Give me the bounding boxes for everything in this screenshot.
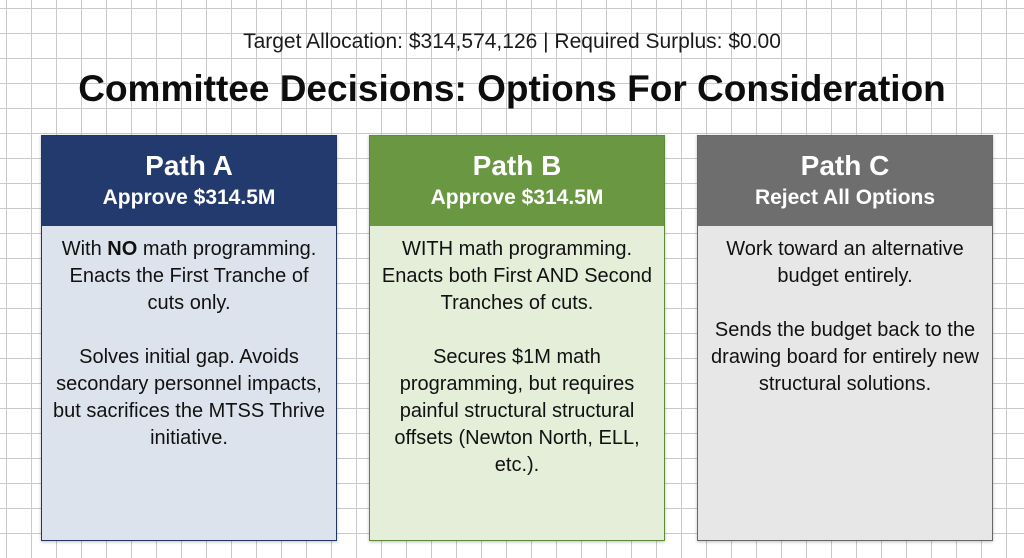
path-b-description-2: Secures $1M math programming, but requires painful structural structural offsets (Newton North, ELL, etc.). [394,346,640,476]
path-a-header [42,136,336,226]
path-c-description-1: Work toward an alternative budget entirely. [726,238,964,287]
path-c-name: Path C [800,150,890,181]
path-b-header [370,136,664,226]
path-a-description-1 [52,236,326,317]
path-b-action: Approve $314.5M [430,186,604,209]
path-a-card [41,135,337,541]
path-b-card [369,135,665,541]
path-b-description-1: WITH math programming. Enacts both First AND Second Tranches of cuts. [381,238,653,314]
path-a-action: Approve $314.5M [102,186,276,209]
path-a-body [42,226,336,452]
path-a-desc1-emphasis: NO [107,238,138,260]
page-title: Committee Decisions: Options For Consideration [78,68,946,109]
path-a-description-2: Solves initial gap. Avoids secondary personnel impacts, but sacrifices the MTSS Thrive initiative. [53,346,325,449]
path-a-name: Path A [145,150,233,181]
path-c-header [698,136,992,226]
path-a-desc1-post: math programming. Enacts the First Tranche of cuts only. [69,238,317,314]
path-b-name: Path B [472,150,562,181]
path-a-desc1-pre: With [61,238,108,260]
target-allocation-subtitle: Target Allocation: $314,574,126 | Required Surplus: $0.00 [243,30,781,53]
path-c-action: Reject All Options [754,186,936,209]
path-c-card [697,135,993,541]
path-b-body [370,226,664,479]
path-c-body [698,226,992,398]
path-c-description-2: Sends the budget back to the drawing board for entirely new structural solutions. [711,319,979,395]
